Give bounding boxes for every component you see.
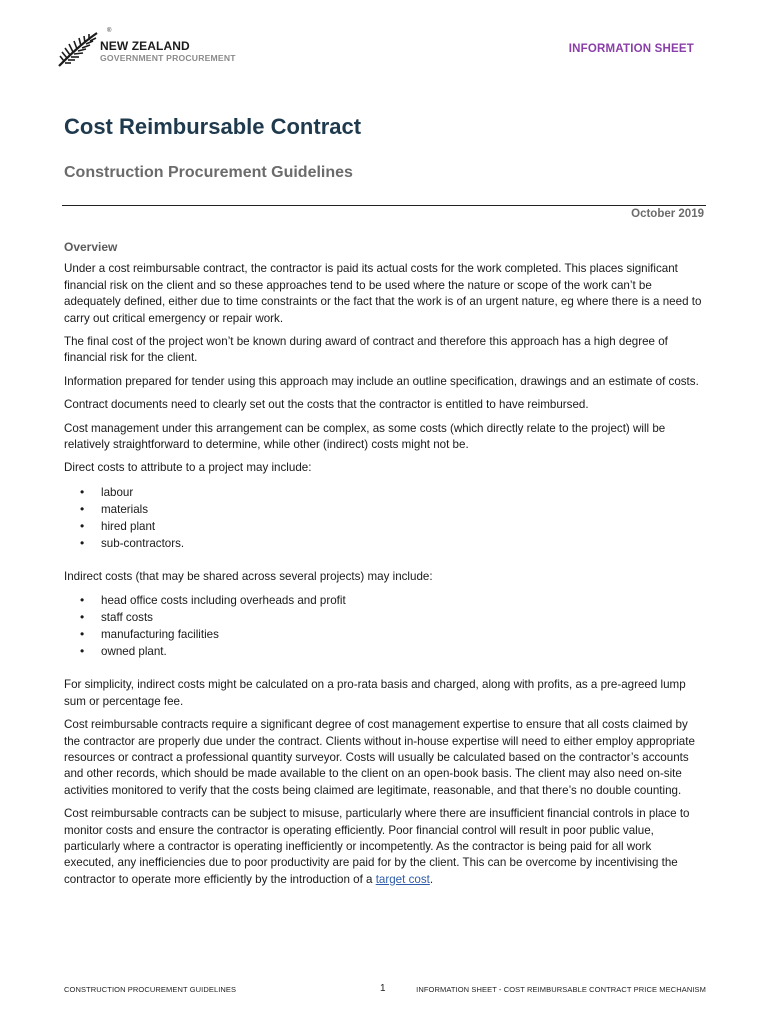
paragraph: Cost management under this arrangement can be complex, as some costs (which directly relate to the project) will be relatively straightforward to determine, while other (indirect) costs might not be. (64, 421, 666, 452)
information-sheet-label: INFORMATION SHEET (568, 43, 694, 55)
indirect-costs-list (64, 592, 704, 660)
page-number: 1 (380, 983, 386, 994)
logo-text-new-zealand: NEW ZEALAND (100, 39, 190, 53)
paragraph: Information prepared for tender using this approach may include an outline specification, drawings and an estimate of costs. (64, 374, 699, 388)
paragraph: Contract documents need to clearly set out the costs that the contractor is entitled to have reimbursed. (64, 398, 589, 412)
list-item: • hired plant (64, 518, 704, 535)
page-subtitle: Construction Procurement Guidelines (64, 164, 353, 181)
document-body (64, 239, 704, 895)
direct-costs-list (64, 484, 704, 552)
paragraph: The final cost of the project won’t be known during award of contract and therefore this approach has a high degree of financial risk for the client. (64, 335, 668, 365)
paragraph-text: Cost reimbursable contracts can be subject to misuse, particularly where there are insufficient financial controls in place to monitor costs and ensure the contractor is operating efficiently. Poor financial control will result in poor public value, particularly where a contractor is operating inefficiently or incompetently. As the contractor is being paid for all work executed, any inefficiencies due to poor productivity are paid for by the client. This can be overcome by incentivising the contractor to operate more efficiently by the introduction of a (64, 807, 690, 886)
paragraph: Under a cost reimbursable contract, the contractor is paid its actual costs for the work completed. This places significant financial risk on the client and so these approaches tend to be used where the nature or scope of the work can’t be adequately defined, either due to time constraints or the fact that the work is of an urgent nature, eg where there is a need to carry out critical emergency or repair work. (64, 262, 702, 325)
paragraph-end: . (429, 872, 434, 886)
target-cost-link[interactable]: target cost (375, 872, 430, 886)
footer-right-text: INFORMATION SHEET - COST REIMBURSABLE CONTRACT PRICE MECHANISM (416, 985, 706, 994)
page-footer (64, 983, 706, 997)
indirect-costs-intro: Indirect costs (that may be shared across several projects) may include: (64, 569, 433, 583)
list-item: • staff costs (64, 609, 704, 626)
registered-mark: ® (107, 28, 112, 34)
list-item: • head office costs including overheads and profit (64, 592, 704, 609)
fern-icon (57, 30, 99, 68)
logo-text-government-procurement: GOVERNMENT PROCUREMENT (100, 53, 236, 63)
direct-costs-intro: Direct costs to attribute to a project may include: (64, 461, 312, 475)
paragraph: For simplicity, indirect costs might be calculated on a pro-rata basis and charged, along with profits, as a pre-agreed lump sum or percentage fee. (64, 678, 686, 708)
publication-date: October 2019 (631, 208, 704, 220)
nz-government-procurement-logo (57, 28, 247, 68)
footer-left-text: CONSTRUCTION PROCUREMENT GUIDELINES (64, 985, 237, 994)
section-heading-overview: Overview (64, 240, 118, 254)
paragraph-with-link (64, 806, 704, 888)
list-item: • labour (64, 484, 704, 501)
list-item: • manufacturing facilities (64, 626, 704, 643)
list-item: • owned plant. (64, 643, 704, 660)
list-item: • sub-contractors. (64, 535, 704, 552)
header-divider (62, 205, 706, 206)
list-item: • materials (64, 501, 704, 518)
page-title: Cost Reimbursable Contract (64, 114, 362, 139)
paragraph: Cost reimbursable contracts require a significant degree of cost management expertise to ensure that all costs claimed by the contractor are properly due under the contract. Clients without in-house expertise will need to either employ appropriate resources or contract a professional quantity surveyor. Costs will usually be calculated based on the contractor’s accounts and other records, which should be made available to the client on an open-book basis. The client may also need on-site activities monitored to verify that the costs being claimed are legitimate, reasonable, and that there’s no double counting. (64, 718, 695, 797)
